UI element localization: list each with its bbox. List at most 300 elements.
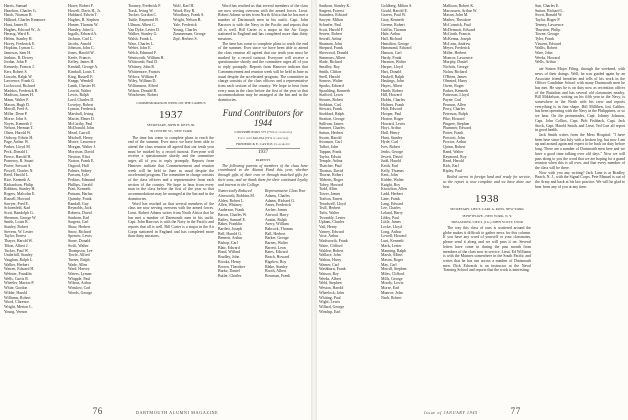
list-item: Hughes, R. Stephen (68, 18, 99, 23)
list-item: Hale, Arthur (381, 32, 401, 37)
list-item: Walden, Robert (319, 248, 344, 253)
list-item: Morgan, Walter J. (68, 145, 96, 150)
list-item: Hunt, Stanley (381, 135, 403, 140)
list-item: Stearns, Robert (319, 98, 343, 103)
list-item: Lewis, Ralph (68, 93, 89, 98)
list-item: Yale, Frederick (173, 22, 197, 27)
list-item: Tobey, Howard (319, 182, 343, 187)
list-item: Smith, Louis R. (4, 220, 29, 225)
list-item: Helms, Stanley H. (4, 36, 33, 41)
list-item: Weeks, Albert (319, 276, 341, 281)
list-item: Lamb, Chester H. (68, 83, 96, 88)
list-item: Mead, Carroll (68, 130, 90, 135)
list-item: Griffin, Thomas (381, 27, 407, 32)
list-item: Potter, Frank (443, 130, 464, 135)
list-item: Long, Arthur (381, 229, 402, 234)
list-item: Hatch, Norman R. (4, 13, 33, 18)
list-item: Prescott, John (443, 135, 465, 140)
list-item: Little, James (381, 220, 401, 225)
list-item: Blake, Stanley (265, 264, 288, 269)
list-item: Mason, Hugh D. (4, 102, 30, 107)
list-item: Hill, Howard (381, 93, 402, 98)
list-item: Quinn, Robert (443, 145, 466, 150)
list-item: Lovejoy, Robert (68, 102, 94, 107)
list-item: Knowlton, Allen (381, 187, 407, 192)
list-item: Heath, Robert (381, 88, 403, 93)
list-item: Burke, Daniel (218, 269, 240, 274)
list-item: Somers, Walter (319, 79, 343, 84)
address-line: 39 CENTRE ST., NEW YORK (149, 129, 193, 134)
list-item: Sherwood, Donald (319, 51, 349, 56)
list-item: Underhill, Stanley (4, 253, 33, 258)
list-item: Weston, Harold (319, 286, 344, 291)
col3-note-right: Boiled carrot in foreign land and ready for service, so the report is now complete and we have done our best. (443, 175, 531, 189)
list-item: Pomeroy, R. Stuart (4, 159, 34, 164)
list-item: Miller, Herbert (443, 51, 467, 56)
list-item: Allen, Whitney (218, 203, 242, 208)
list-item: Tilton, Albert J. (4, 243, 29, 248)
magazine-title: DARTMOUTH ALUMNI MAGAZINE (135, 410, 219, 415)
list-item: Beach, Howard (265, 255, 290, 260)
list-item: Miller, Dean P. (4, 112, 28, 117)
list-item: Kent, John (381, 173, 398, 178)
list-item: Snow, Richard (68, 229, 91, 234)
list-item: Turner, Ralph (68, 257, 90, 262)
list-item: Mather, Theodore (443, 18, 471, 23)
list-item: Warner, Carl (319, 262, 339, 267)
list-item: Hamilton, George (381, 41, 410, 46)
left-page (0, 0, 311, 420)
parents-paragraph: The following parents of members of the class have contributed to the Alumni Fund this year, whether through gifts of their own or through matched gifts for their sons, and we thank them for their continued loyalty and interest in the College. (218, 163, 308, 187)
list-item: Stanley, Robert (4, 225, 28, 230)
list-item: Nolan, Richard (443, 69, 467, 74)
list-item: Schaefer, Paul (319, 22, 342, 27)
list-item: Sanborn, Earl (68, 215, 90, 220)
list-item: Wells, Arthur (535, 60, 556, 65)
list-item: Stoddard, Ralph (319, 112, 345, 117)
list-item: Roberts, David (68, 210, 92, 215)
left-col3-names-a (128, 4, 169, 98)
list-item: Webster, Franklin (4, 272, 32, 277)
list-item: Wheelock, John (319, 290, 345, 295)
list-item: Phillips, Gerald (68, 182, 93, 187)
list-item: Rich, Earl (443, 163, 459, 168)
list-item: Pingree, Stephen (443, 121, 470, 126)
list-item: Ives, Robert (381, 145, 401, 150)
fund-total: Total given $40,054 (72% of objective) (237, 135, 289, 140)
list-item: Madison, James H. (4, 93, 34, 98)
class-news-paragraph-4: The time has come to complete plans to reach the end of the summer. Ever since we have been able to attend the class reunion all agreed that our tenth year must be marked by a record turnout. Everyone will receive a questionnaire shortly and the committee urges all of you to reply promptly. Reports from Hanover indicate that Commencement and reunion week will be held in June as usual despite the accelerated program. The committee in charge consists of the class officers and a representative from each section of the country. We hope to hear from every man in the class before the first of the year so that accommodations may be arranged at the Inn and in the dormitories. (218, 41, 308, 103)
list-item: Spaulding, Kenneth (319, 88, 350, 93)
list-item: Warren, Edward H. (4, 267, 35, 272)
list-item: Spencer, Lewis (68, 234, 92, 239)
list-item: King, Russell E. (68, 74, 94, 79)
list-item: Hughes, Edward W., Jr. (4, 27, 41, 32)
page-number-left: 76 (92, 406, 103, 416)
list-item: Swain, Harold (319, 135, 342, 140)
list-item: McKenna, Joseph (443, 36, 471, 41)
list-item: Lockwood, Richard (4, 83, 35, 88)
list-item: Nash, Robert (381, 295, 402, 300)
list-item: Manning, Ralph (381, 248, 407, 253)
list-item: Lane, Frank (381, 196, 400, 201)
list-item: Ullman, Albert C. (128, 22, 156, 27)
list-item: Horton, Roger (381, 116, 404, 121)
list-item: Woodbury, Frank S. (173, 13, 205, 18)
list-item: Wells, Curtis R. (4, 276, 29, 281)
list-item: Snell, Harold (319, 74, 340, 79)
list-item: Tower, James (319, 192, 341, 197)
list-item: Taylor, Ernest (4, 234, 26, 239)
list-item: Kelley, James H. (68, 60, 95, 65)
list-item: Vincent, Edward (535, 41, 562, 46)
list-item: Harris, Samuel (4, 4, 28, 8)
list-item: Zimmerman, George (173, 32, 206, 37)
list-item: Ware, John (535, 51, 553, 56)
list-item: Howard, Lewis (381, 121, 405, 126)
list-item: Sumner, Charles (319, 126, 345, 131)
right-footer (317, 407, 628, 417)
list-item: Moore, Lawrence (68, 140, 96, 145)
list-item: Sawyer, Fred E. (4, 201, 29, 206)
list-item: Sparks, Edward (319, 83, 344, 88)
list-item: Thompson, Lee (68, 248, 93, 253)
list-item: Ward, Harvey (68, 267, 90, 272)
list-item: Ball, Herbert (265, 231, 286, 236)
list-item: Towne, George (535, 32, 559, 37)
list-item: Swanson, Carl (319, 140, 342, 145)
list-item: Vose, Arthur (319, 234, 339, 239)
list-item: Hanson, Carl (381, 51, 402, 56)
list-item: Sullivan, James (319, 121, 344, 126)
list-item: Tufts, Walter (319, 210, 340, 215)
list-item: Rand, Walter (443, 149, 464, 154)
list-item: Keefe, Francis (68, 55, 91, 60)
secretary-line: SECRETARY, JOHN B. KEYS JR. (146, 123, 196, 128)
list-item: Lee, Charles (381, 206, 401, 211)
list-item: Williams, Robert (4, 295, 31, 300)
list-item: Baker, Franklin (218, 222, 243, 227)
list-item: Sewall, Arthur (319, 36, 342, 41)
list-item: Vaughan, Ralph L. (4, 257, 34, 262)
list-item: Wilson, Donald B. (128, 88, 158, 93)
list-item: Lord, Charles D. (68, 98, 95, 103)
list-item: Howell, Davis H., Jr. (68, 8, 101, 13)
list-item: Archer, James (265, 208, 288, 213)
list-item: McCormick, Paul (443, 22, 471, 27)
list-item: Kendall, George A. (68, 65, 99, 70)
list-item: Walker, Herbert (4, 262, 29, 267)
list-item: Russell, Howard (4, 196, 30, 201)
list-item: Willard, George (319, 305, 345, 309)
list-item: Mack, Lester (381, 243, 402, 248)
list-item: Harper, Lloyd (381, 65, 403, 70)
list-item: Ware, Charles L. (128, 41, 155, 46)
list-item: Tuttle, Raymond B. (128, 18, 159, 23)
list-item: Wheeler, Marion P. (4, 281, 35, 286)
list-item: Reynolds, Jack (68, 206, 92, 211)
list-item: Marshall, Irving (68, 112, 94, 117)
list-item: White, Gordon (4, 286, 28, 291)
list-item: Towle, Alfred (68, 253, 90, 258)
list-item: Stone, Donald (68, 239, 91, 244)
list-item: Barnes, Walter (265, 241, 288, 246)
treasurer-line-1938: TREASURER, LIEUT. (J.G.) JOHN SCOTT, USNR (450, 219, 524, 224)
list-item: Jenkins, R. Dewey (4, 55, 34, 60)
list-item: Parsons, Lyle (68, 173, 89, 178)
list-item: Sawyer, Milton (319, 18, 344, 23)
list-item: Richardson, Philip (4, 182, 33, 187)
list-item: Ainsworth, Robbins M. (218, 194, 255, 198)
list-item: Shaw, Herbert (68, 225, 91, 230)
list-item: Thayer, Harold W. (4, 239, 33, 244)
list-item: Ames, Frederick (265, 203, 291, 208)
list-item: Tibbetts, Roger (319, 178, 344, 183)
list-item: Hazelton, Charles G. (4, 8, 37, 13)
list-item: Hovey, Frederick E. (4, 41, 36, 46)
parents-subheading: PARENTS (255, 157, 271, 162)
list-item: Martin, Elmer D. (68, 116, 95, 121)
list-item: Powell, Charles N. (4, 168, 34, 173)
class-news-paragraph-3: Word has reached us that several members of the class are now serving overseas with the armed forces. Lieut. Robert Adams writes from North Africa that he has met a number of Dartmouth men in his outfit. Capt. John Barrows is with the Navy in the Pacific and reports that all is well. Bill Carter is a major in the Air Corps stationed in England and has completed more than thirty missions. (218, 4, 308, 41)
list-item: Olsen, Harold W. (4, 130, 32, 135)
list-item: Williamson, Alfred (128, 83, 158, 88)
list-item: Trask, Irving W. (128, 8, 154, 13)
list-item: Lang, Edward (381, 201, 404, 206)
list-item: Jacobs, Arnold (68, 41, 92, 46)
list-item: Washburn, Frank (319, 267, 346, 272)
list-item: McDonald, John (68, 126, 94, 131)
list-item: Hilliard, Charles Kenmore (4, 18, 46, 23)
list-item: Young, Vernon (4, 309, 28, 314)
list-item: Wade, Allen (68, 262, 88, 267)
list-item: Whipple, Paul (68, 276, 91, 281)
list-item: Adams, Richard G. (265, 198, 296, 203)
list-item: Tucker, Gordon C. (128, 13, 158, 18)
list-item: Kidder, Walter (381, 178, 404, 183)
list-item: Stebbins, Carl (319, 102, 342, 107)
list-item: Austin, Ralph (265, 217, 287, 222)
list-item: Parker, Kenneth (443, 88, 469, 93)
list-item: Zipf, Herbert S. (173, 36, 198, 41)
list-item: Bacon, Charles W. (218, 212, 247, 217)
fund-class-agent: FREDERICK E. CASTLE, Class Agent (236, 142, 290, 147)
list-item: Quimby, Frank (68, 196, 92, 201)
list-item: Adams, Charles (265, 194, 290, 198)
list-item: Whitney, John R. (128, 65, 155, 70)
divider (226, 148, 300, 149)
list-item: Greene, Robert (381, 22, 405, 27)
list-item: Stratton, George (319, 116, 345, 121)
list-item: McDermott, Edward (443, 27, 476, 32)
list-item: Hobbs, Charles (381, 98, 405, 103)
list-item: Munroe, John (381, 290, 403, 295)
list-item: Smalley, Roy (319, 65, 340, 70)
list-item: Patterson, Lloyd (443, 93, 469, 98)
list-item: Morrison, David (68, 149, 94, 154)
list-item: Robbins, Stanley H. (4, 187, 36, 192)
list-item: Wight, Lewis (319, 300, 341, 305)
list-item: Huntley, John G. (68, 27, 95, 32)
list-item: Noyes, Kenneth J. (4, 121, 33, 126)
list-item: Temple, Arthur (319, 159, 343, 164)
list-item: Twombly, Lester (319, 215, 346, 220)
list-item: Waters, Lyman (68, 272, 92, 277)
list-item: Treadwell, Lloyd (319, 201, 346, 206)
list-item: Watson, Roy (319, 272, 340, 277)
left-col1-names (4, 4, 66, 400)
list-item: Locke, Lloyd (381, 225, 402, 230)
right-col4-names (535, 4, 625, 65)
list-item: Wilson, Arthur (68, 281, 92, 286)
col3-note: COMMEMORATION WEEK ON THE CAMPUS (136, 101, 206, 106)
list-item: Shepard, Frank (319, 46, 343, 51)
list-item: Judd, Harold (381, 159, 402, 164)
list-item: Booth, Albert (265, 269, 287, 274)
list-item: Whitcomb, Paul D. (128, 60, 159, 65)
secretary-line-1938: SECRETARY, LIEUT. CARL A. ROSS, NEW YORK (450, 207, 524, 212)
list-item: Hooper, Paul (381, 112, 402, 117)
list-item: Simmons, Albert (319, 55, 346, 60)
list-item: Wolf, Karl H. (173, 4, 195, 8)
list-item: Moody, Lewis (381, 281, 404, 286)
list-item: Leland, Harry (381, 210, 403, 215)
left-col3-names-b (173, 4, 214, 98)
list-item: Hoyt, Arthur (381, 126, 401, 131)
class-news-col4-3: Now with you any writing? Jack Lane is at Bradley Beach, N. J., with the Signal Corps. Pete Manuel is out of the Army and back at his law practice. We will be glad to hear from any of you at any time. (535, 170, 625, 189)
list-item: Todd, Allen (319, 187, 338, 192)
list-item: Lowell, Howard (381, 234, 407, 239)
list-item: Read, Harold (443, 159, 464, 164)
list-item: Bennett, Arthur (218, 236, 243, 241)
list-item: Stafford, Lewis (319, 93, 344, 98)
list-item: Barker, George (265, 236, 289, 241)
list-item: Maddox, Frederick B. (4, 88, 39, 93)
list-item: Pratt, Kenneth (68, 187, 91, 192)
list-item: Tucker, Paul W. (4, 248, 29, 253)
list-item: McLean, Andrew (443, 41, 471, 46)
list-item: Hart, Donald (381, 69, 402, 74)
list-item: Wadsworth, Frank (319, 239, 348, 244)
list-item: Wallis, Robert (535, 46, 558, 51)
list-item: Lincoln, Ralph W. (4, 74, 33, 79)
list-item: Hunter, Thomas W. (68, 22, 99, 27)
list-item: Sun, Charles E. (535, 4, 560, 8)
list-item: Wright, Merton L. (4, 305, 33, 309)
list-item: Trafton, Ernest (319, 196, 343, 201)
list-item: Bishop, Carl (218, 241, 238, 246)
fund-names-b (265, 194, 308, 279)
list-item: Smith, Clifton (319, 69, 342, 74)
list-item: Jameson, Sam H. (4, 51, 32, 56)
list-item: Murphy, Daniel (443, 60, 468, 65)
list-item: Jones, Harold W. (68, 51, 95, 56)
list-item: Bradley, John (218, 255, 240, 260)
list-item: Kelly, Thomas (381, 168, 404, 173)
list-item: Mitchell, Henry (68, 135, 93, 140)
list-item: Hull, Henry (381, 130, 400, 135)
list-item: Stevens, W. Lester (4, 229, 33, 234)
year-subheading-1937: 1937 (258, 150, 268, 156)
list-item: Avery, William (265, 222, 289, 227)
list-item: Herzog, Ward E. (4, 32, 30, 37)
list-item: Sanborn, Stanley K. (319, 4, 351, 8)
list-item: Rogers, Malcolm E. (4, 192, 36, 197)
list-item: Scott, Randolph G. (4, 210, 34, 215)
list-item: Woods, George (68, 290, 93, 295)
list-item: Graves, Paul W. (381, 13, 407, 18)
page-number-right: 77 (510, 406, 521, 416)
list-item: Weeks, Howard (535, 55, 560, 60)
list-item: O'Brien, James (443, 74, 467, 79)
list-item: McGrath, Francis (443, 32, 471, 37)
list-item: Scott, Harold F. (319, 27, 344, 32)
list-item: Upham, Charles (319, 220, 345, 225)
class-news-col4-2: Jack Smith writes from the Mess Hospital: "I have been here since last July with a broken leg, but now I am up and around again and expect to be back on duty before long. There are a number of Dartmouth men here and we have a good time talking over old days." Now we will pass along to you the word that we are hoping for a grand reunion when this is all over, and that every member of the class will be there. (535, 132, 625, 170)
list-item: Pierce, Harold H. (4, 154, 32, 159)
fund-contributors-heading: Fund Contributors for 1944 (222, 107, 304, 128)
list-item: Ripley, Paul (443, 168, 462, 173)
list-item: Weld, Stephen (319, 281, 342, 286)
list-item: Saunders, Edward (319, 13, 348, 18)
list-item: Taylor, Roger P. (535, 18, 561, 23)
list-item: Thomas, David (319, 168, 343, 173)
list-item: Walton, Harry (319, 257, 342, 262)
class-news-paragraph-2: Word has reached us that several members of the class are now serving overseas with the armed forces. Lieut. Robert Adams writes from North Africa that he has met a number of Dartmouth men in his outfit. Capt. John Barrows is with the Navy in the Pacific and reports that all is well. Bill Carter is a major in the Air Corps stationed in England and has completed more than thirty missions. (128, 201, 214, 239)
list-item: Palmer, Sidney (68, 168, 92, 173)
list-item: Mills, George (381, 276, 403, 281)
list-item: Barrett, Leon (265, 245, 286, 250)
list-item: Merrill, Stephen (381, 267, 407, 272)
list-item: Ladd, Herbert (381, 192, 403, 197)
list-item: Jackson, Carl L. (68, 36, 94, 41)
list-item: Bigelow, Roy (265, 259, 287, 264)
list-item: Gould, Harold E. (381, 8, 408, 13)
list-item: Bartlett, Joseph (218, 226, 243, 231)
list-item: Goldberg, Milton S. (381, 4, 413, 8)
list-item: Brooks, Henry (218, 259, 241, 264)
list-item: Porter, Stewart S. (4, 163, 32, 168)
list-item: Mann, Walter F. (4, 98, 30, 103)
year-heading-1938: 1938 (475, 193, 499, 206)
class-news-paragraph: The time has come to complete plans to reach the end of the summer. Ever since we have been able to attend the class reunion all agreed that our tenth year must be marked by a record turnout. Everyone will receive a questionnaire shortly and the committee urges all of you to reply promptly. Reports from Hanover indicate that Commencement and reunion week will be held in June as usual despite the accelerated program. The committee in charge consists of the class officers and a representative from each section of the country. We hope to hear from every man in the class before the first of the year so that accommodations may be arranged at the Inn and in the dormitories. (128, 135, 214, 201)
list-item: Winchester, Robert (128, 93, 158, 98)
left-col2-names (68, 4, 126, 400)
list-item: Perkins, Edmund (68, 178, 95, 183)
list-item: Ordway, Edwin H. (4, 135, 34, 140)
list-item: Holmes, Frank (381, 102, 405, 107)
list-item: Vail, Henry (319, 225, 337, 230)
list-item: Wood, Roy B. (173, 8, 196, 13)
list-item: Babcock, Thomas (265, 226, 294, 231)
list-item: McCarthy, Paul (68, 121, 93, 126)
list-item: Morse, Earl (381, 286, 400, 291)
list-item: Morse, John S. (4, 116, 28, 121)
list-item: Thurston, Philip (535, 27, 561, 32)
list-item: Young, Charles (173, 27, 198, 32)
list-item: Marsh, Albert (381, 253, 403, 258)
list-item: Wiley, William D. (128, 79, 157, 84)
list-item: Marcussen, Arthur W. (443, 8, 478, 13)
list-item: Toomey, Frederick F. (128, 4, 162, 8)
list-item: Thatcher, Paul (319, 163, 342, 168)
list-item: Lyman, Frederick (68, 107, 96, 112)
list-item: Randall, Guy (68, 201, 89, 206)
list-item: Page, Arthur W. (4, 140, 29, 145)
list-item: Walsh, Frank L. (128, 36, 153, 41)
list-item: Jordan, John P. (4, 60, 28, 65)
fund-names-a (218, 194, 261, 279)
